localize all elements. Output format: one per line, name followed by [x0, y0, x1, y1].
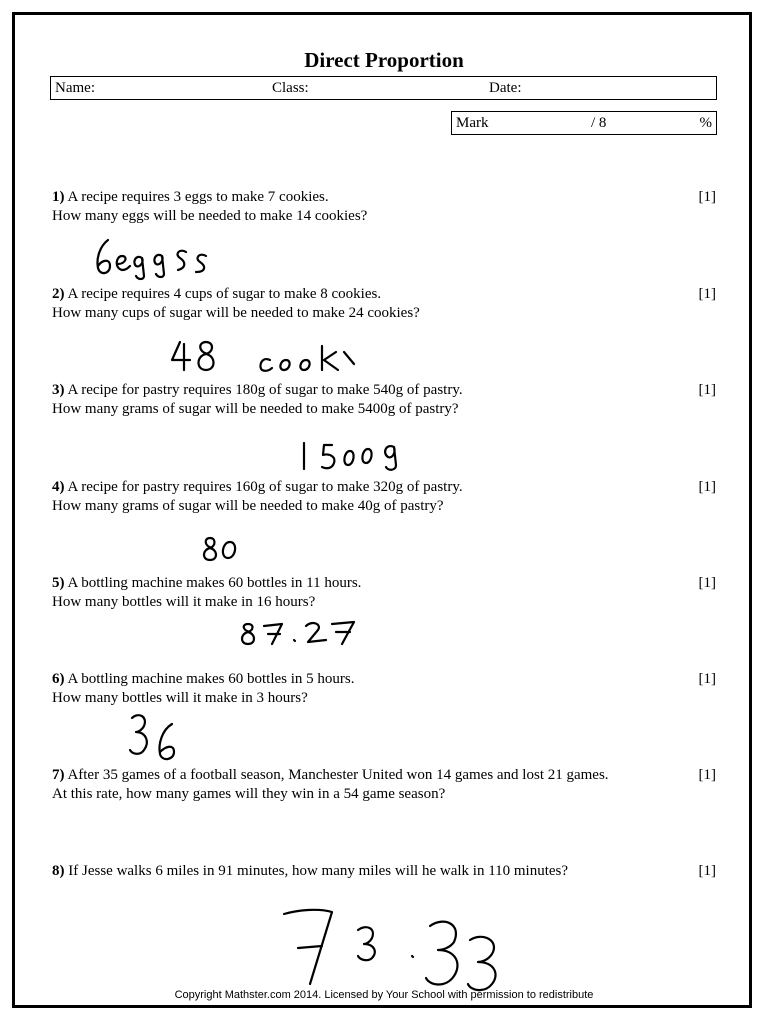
question-1 — [52, 188, 720, 225]
question-marks: [1] — [698, 479, 716, 495]
mark-label: Mark — [456, 115, 489, 131]
question-7 — [52, 766, 720, 803]
question-number: 6) — [52, 671, 65, 687]
question-number: 3) — [52, 382, 65, 398]
question-6 — [52, 670, 720, 707]
question-number: 7) — [52, 767, 65, 783]
question-2 — [52, 285, 720, 322]
question-marks: [1] — [698, 286, 716, 302]
question-number: 1) — [52, 189, 65, 205]
question-text: A recipe for pastry requires 160g of sugar to make 320g of pastry. — [67, 479, 463, 495]
student-info-box — [50, 76, 717, 100]
question-number: 4) — [52, 479, 65, 495]
question-text: How many bottles will it make in 16 hours? — [52, 593, 316, 610]
question-3 — [52, 381, 720, 418]
handwritten-answer-2 — [168, 338, 358, 378]
question-marks: [1] — [698, 575, 716, 591]
date-label: Date: — [489, 80, 522, 96]
handwritten-answer-8 — [278, 900, 508, 995]
question-text: A bottling machine makes 60 bottles in 11 hours. — [67, 575, 362, 591]
question-marks: [1] — [698, 767, 716, 783]
handwritten-answer-1 — [90, 232, 220, 282]
question-text: A recipe for pastry requires 180g of sugar to make 540g of pastry. — [67, 382, 463, 398]
question-marks: [1] — [698, 863, 716, 879]
question-text: How many grams of sugar will be needed to make 40g of pastry? — [52, 497, 444, 514]
mark-total: / 8 — [591, 115, 607, 131]
handwritten-answer-4 — [198, 534, 248, 568]
mark-percent: % — [699, 115, 712, 131]
handwritten-answer-5 — [236, 616, 366, 650]
question-number: 5) — [52, 575, 65, 591]
handwritten-answer-3 — [296, 437, 416, 477]
worksheet-title: Direct Proportion — [304, 48, 464, 72]
question-5 — [52, 574, 720, 611]
question-text: How many bottles will it make in 3 hours? — [52, 689, 308, 706]
question-text: How many cups of sugar will be needed to make 24 cookies? — [52, 304, 420, 321]
question-number: 8) — [52, 863, 65, 879]
question-text: If Jesse walks 6 miles in 91 minutes, how many miles will he walk in 110 minutes? — [68, 863, 569, 879]
question-4 — [52, 478, 720, 515]
copyright-footer: Copyright Mathster.com 2014. Licensed by Your School with permission to redistribute — [174, 989, 594, 1001]
name-label: Name: — [55, 80, 95, 96]
mark-box — [451, 111, 717, 135]
question-number: 2) — [52, 286, 65, 302]
question-marks: [1] — [698, 671, 716, 687]
question-marks: [1] — [698, 189, 716, 205]
handwritten-answer-6 — [126, 710, 186, 770]
question-text: How many eggs will be needed to make 14 cookies? — [52, 207, 368, 224]
question-text: A recipe requires 3 eggs to make 7 cookies. — [67, 189, 329, 205]
question-text: How many grams of sugar will be needed to make 5400g of pastry? — [52, 400, 459, 417]
question-text: After 35 games of a football season, Manchester United won 14 games and lost 21 games. — [67, 767, 609, 783]
question-8 — [52, 862, 720, 881]
question-marks: [1] — [698, 382, 716, 398]
question-text: At this rate, how many games will they win in a 54 game season? — [52, 785, 446, 802]
class-label: Class: — [272, 80, 309, 96]
question-text: A recipe requires 4 cups of sugar to make 8 cookies. — [67, 286, 382, 302]
question-text: A bottling machine makes 60 bottles in 5 hours. — [67, 671, 355, 687]
